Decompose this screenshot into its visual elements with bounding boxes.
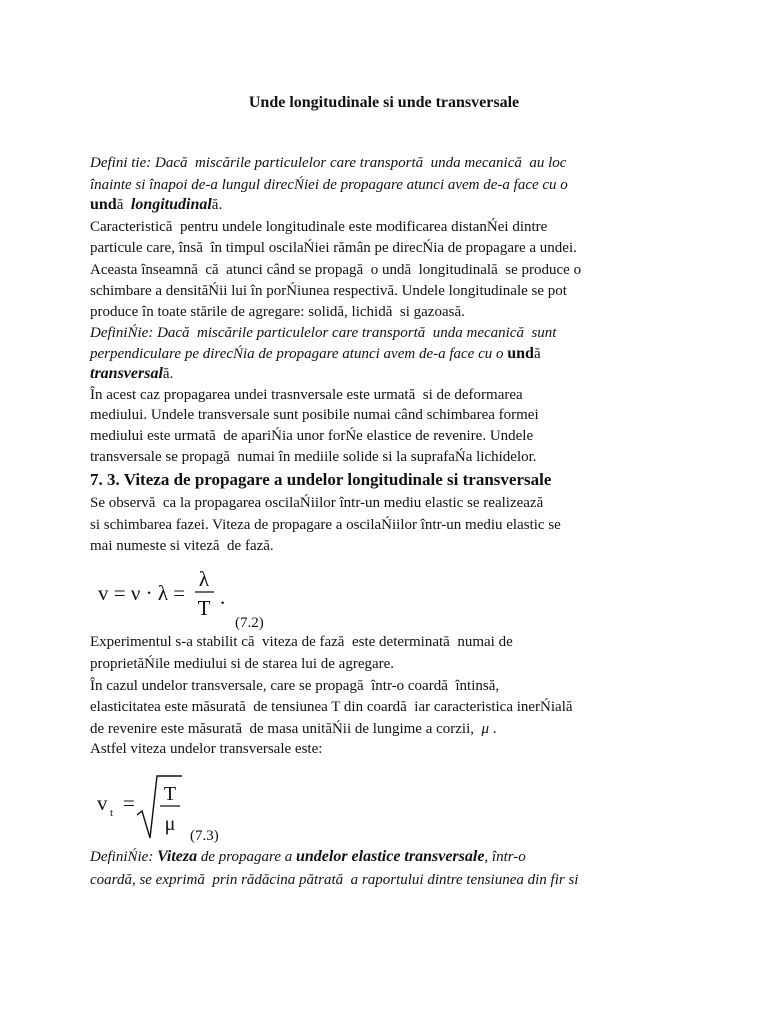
definition-longitudinal-line-2: înainte si înapoi de-a lungul direcŃiei de propagare atunci avem de-a face cu o xyxy=(90,177,568,193)
term-part: longitudinal xyxy=(130,196,212,213)
definition-term: Viteza xyxy=(157,848,198,865)
definition-longitudinal-line-1: Defini tie: Dacă miscările particulelor care transportă unda mecanică au loc xyxy=(90,155,567,171)
page-title: Unde longitudinale si unde transversale xyxy=(248,94,520,111)
paragraph-line: mai numeste si viteză de fază. xyxy=(90,538,274,554)
definition-transversal-line-1: DefiniŃie: Dacă miscările particulelor care transportă unda mecanică sunt xyxy=(90,325,557,341)
paragraph-line: mediului este urmată de apariŃia unor forŃe elastice de revenire. Undele xyxy=(90,428,534,444)
paragraph-line: proprietăŃile mediului si de starea lui de agregare. xyxy=(90,656,395,672)
paragraph-line: particule care, însă în timpul oscilaŃiei rămân pe direcŃia de propagare a undei. xyxy=(90,240,577,256)
formula-tail: . xyxy=(220,585,226,609)
term-part: transversal xyxy=(90,365,163,382)
paragraph-text: . xyxy=(489,721,497,737)
definition-term: undelor elastice transversale xyxy=(295,848,485,865)
paragraph-line: produce în toate stările de agregare: solidă, lichidă si gazoasă. xyxy=(90,304,465,320)
paragraph-line: Se observă ca la propagarea oscilaŃiilor într-un mediu elastic se realizează xyxy=(90,495,544,511)
paragraph-line: Aceasta înseamnă că atunci când se propagă o undă longitudinală se produce o xyxy=(90,262,582,278)
paragraph-line: schimbare a densităŃii lui în porŃiunea respectivă. Undele longitudinale se pot xyxy=(90,283,567,299)
paragraph-text: de revenire este măsurată de masa unităŃii de lungime a corzii, xyxy=(90,721,482,737)
symbol-mu: μ xyxy=(481,721,490,737)
definition-text: de propagare a xyxy=(197,849,296,865)
definition-text: , într-o xyxy=(484,849,526,865)
definition-transversal-line-2 xyxy=(90,344,541,364)
formula-phase-velocity xyxy=(90,560,240,626)
formula-equals: = xyxy=(123,791,135,815)
paragraph-line: si schimbarea fazei. Viteza de propagare a oscilaŃiilor într-un mediu elastic se xyxy=(90,517,561,533)
term-part: und xyxy=(507,345,534,362)
paragraph-line: elasticitatea este măsurată de tensiunea T din coardă iar caracteristica inerŃială xyxy=(90,699,573,715)
paragraph-line xyxy=(90,719,497,739)
paragraph-line: În cazul undelor transversale, care se propagă într-o coardă întinsă, xyxy=(90,678,500,694)
formula-numerator: T xyxy=(163,783,177,805)
paragraph-line: Caracteristică pentru undele longitudinale este modificarea distanŃei dintre xyxy=(90,219,548,235)
paragraph-line: Astfel viteza undelor transversale este: xyxy=(90,741,323,757)
equation-number: (7.3) xyxy=(190,828,219,844)
formula-numerator: λ xyxy=(198,567,210,591)
formula-subscript: t xyxy=(110,807,114,819)
term-suffix: ă xyxy=(533,346,541,362)
term-suffix: ă. xyxy=(211,197,223,213)
definition-velocity-line-2: coardă, se exprimă prin rădăcina pătrată a raportului dintre tensiunea din fir si xyxy=(90,872,579,888)
term-suffix: ă xyxy=(116,197,131,213)
definition-text: DefiniŃie: xyxy=(90,849,158,865)
formula-transversal-velocity xyxy=(90,770,200,846)
definition-longitudinal-line-3 xyxy=(90,195,222,215)
formula-lhs: v = ν · λ = xyxy=(98,581,186,605)
definition-transversal-line-3 xyxy=(90,364,173,384)
definition-velocity-line-1 xyxy=(90,847,526,867)
equation-number: (7.2) xyxy=(235,615,264,631)
formula-denominator: μ xyxy=(164,813,176,835)
paragraph-line: mediului. Undele transversale sunt posibile numai când schimbarea formei xyxy=(90,407,539,423)
section-heading: 7. 3. Viteza de propagare a undelor longitudinale si transversale xyxy=(90,470,552,489)
paragraph-line: transversale se propagă numai în mediile solide si la suprafaŃa lichidelor. xyxy=(90,449,537,465)
term-part: und xyxy=(90,196,117,213)
paragraph-line: Experimentul s-a stabilit că viteza de fază este determinată numai de xyxy=(90,634,513,650)
paragraph-line: În acest caz propagarea undei trasnversale este urmată si de deformarea xyxy=(90,387,523,403)
formula-denominator: T xyxy=(197,596,211,620)
term-suffix: ă. xyxy=(162,366,174,382)
definition-text: perpendiculare pe direcŃia de propagare atunci avem de-a face cu o xyxy=(90,346,508,362)
formula-v: v xyxy=(97,791,108,815)
